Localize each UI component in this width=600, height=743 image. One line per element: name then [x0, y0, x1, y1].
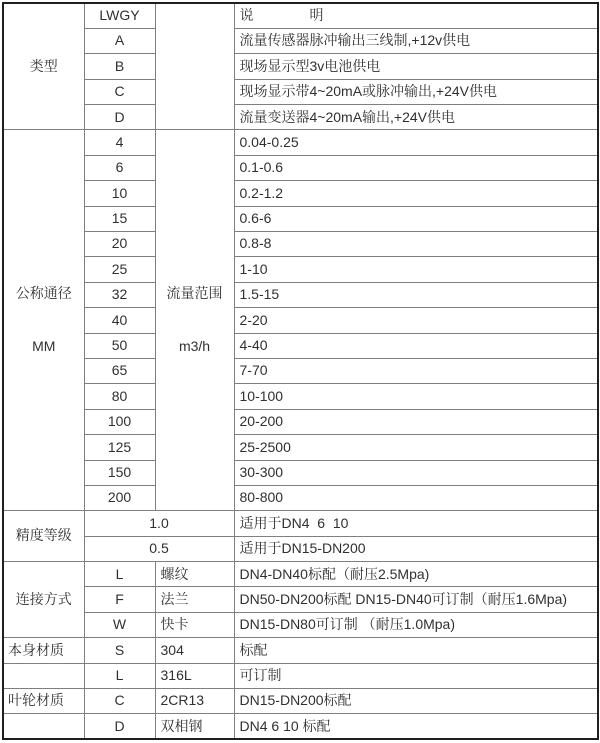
table-row	[3, 663, 598, 688]
body-material-name-cell: 304	[155, 638, 234, 663]
dn-cell: 150	[84, 460, 155, 485]
table-row	[3, 689, 598, 714]
table-row	[3, 714, 598, 739]
connection-desc-cell: DN4-DN40标配（耐压2.5Mpa)	[234, 562, 598, 587]
impeller-material-label-cell	[3, 714, 84, 739]
dn-cell: 20	[84, 232, 155, 257]
flow-range-cell: 2-20	[234, 308, 598, 333]
connection-code-cell: F	[84, 587, 155, 612]
table-row	[3, 155, 598, 180]
table-row	[3, 28, 598, 53]
flow-range-cell: 0.6-6	[234, 206, 598, 231]
accuracy-value-cell: 0.5	[84, 536, 234, 561]
type-code-cell: C	[84, 79, 155, 104]
table-row	[3, 79, 598, 104]
flow-range-label-line2: m3/h	[178, 337, 211, 354]
dn-cell: 125	[84, 435, 155, 460]
impeller-material-code-cell: C	[84, 689, 155, 714]
dn-cell: 65	[84, 358, 155, 383]
flow-range-cell: 0.1-0.6	[234, 155, 598, 180]
table-row	[3, 485, 598, 510]
type-section-label: 类型	[3, 3, 84, 130]
flow-range-cell: 7-70	[234, 358, 598, 383]
table-row	[3, 181, 598, 206]
connection-desc-cell: DN15-DN80可订制 （耐压1.0Mpa)	[234, 612, 598, 637]
flow-range-cell: 1-10	[234, 257, 598, 282]
connection-name-cell: 螺纹	[155, 562, 234, 587]
table-row	[3, 3, 598, 28]
diameter-label-line2: MM	[32, 337, 56, 354]
flow-range-cell: 4-40	[234, 333, 598, 358]
impeller-material-code-cell: L	[84, 663, 155, 688]
impeller-material-desc-cell: DN15-DN200标配	[234, 689, 598, 714]
table-row	[3, 308, 598, 333]
table-row	[3, 638, 598, 663]
flow-range-cell: 1.5-15	[234, 282, 598, 307]
dn-cell: 80	[84, 384, 155, 409]
empty-spacer-cell	[155, 3, 234, 130]
dn-cell: 4	[84, 130, 155, 155]
diameter-section-label	[3, 130, 84, 511]
accuracy-value-cell: 1.0	[84, 511, 234, 536]
impeller-material-name-cell: 2CR13	[155, 689, 234, 714]
table-row	[3, 384, 598, 409]
table-row	[3, 358, 598, 383]
table-row	[3, 282, 598, 307]
type-desc-cell: 现场显示带4~20mA或脉冲输出,+24V供电	[234, 79, 598, 104]
body-material-section-label: 本身材质	[3, 638, 84, 663]
body-material-code-cell: S	[84, 638, 155, 663]
table-row	[3, 562, 598, 587]
table-row	[3, 587, 598, 612]
connection-section-label: 连接方式	[3, 562, 84, 638]
description-header-cell: 说 明	[234, 3, 598, 28]
dn-cell: 15	[84, 206, 155, 231]
connection-code-cell: W	[84, 612, 155, 637]
table-row	[3, 409, 598, 434]
accuracy-desc-cell: 适用于DN4 6 10	[234, 511, 598, 536]
connection-name-cell: 法兰	[155, 587, 234, 612]
flow-range-label-line1: 流量范围	[166, 285, 223, 302]
flow-range-cell: 0.04-0.25	[234, 130, 598, 155]
table-row	[3, 206, 598, 231]
model-header-cell: LWGY	[84, 3, 155, 28]
table-row	[3, 435, 598, 460]
type-code-cell: A	[84, 28, 155, 53]
table-row	[3, 54, 598, 79]
type-desc-cell: 现场显示型3v电池供电	[234, 54, 598, 79]
flow-range-cell: 0.8-8	[234, 232, 598, 257]
table-row	[3, 257, 598, 282]
table-row	[3, 536, 598, 561]
dn-cell: 6	[84, 155, 155, 180]
dn-cell: 200	[84, 485, 155, 510]
dn-cell: 50	[84, 333, 155, 358]
flow-range-label	[155, 130, 234, 511]
type-code-cell: D	[84, 105, 155, 130]
dn-cell: 32	[84, 282, 155, 307]
impeller-material-name-cell: 316L	[155, 663, 234, 688]
diameter-label-line1: 公称通径	[15, 285, 72, 302]
type-desc-cell: 流量传感器脉冲输出三线制,+12v供电	[234, 28, 598, 53]
table-row	[3, 612, 598, 637]
flow-range-cell: 30-300	[234, 460, 598, 485]
flow-range-cell: 25-2500	[234, 435, 598, 460]
table-row	[3, 333, 598, 358]
table-row	[3, 511, 598, 536]
dn-cell: 40	[84, 308, 155, 333]
dn-cell: 100	[84, 409, 155, 434]
table-row	[3, 130, 598, 155]
impeller-material-desc-cell: DN4 6 10 标配	[234, 714, 598, 739]
flow-range-cell: 0.2-1.2	[234, 181, 598, 206]
impeller-material-name-cell: 双相钢	[155, 714, 234, 739]
type-code-cell: B	[84, 54, 155, 79]
connection-desc-cell: DN50-DN200标配 DN15-DN40可订制（耐压1.6Mpa)	[234, 587, 598, 612]
flow-range-cell: 10-100	[234, 384, 598, 409]
flowmeter-spec-table	[2, 2, 599, 740]
dn-cell: 10	[84, 181, 155, 206]
impeller-material-desc-cell: 可订制	[234, 663, 598, 688]
impeller-material-code-cell: D	[84, 714, 155, 739]
flow-range-cell: 80-800	[234, 485, 598, 510]
flow-range-cell: 20-200	[234, 409, 598, 434]
impeller-material-label-cell: 叶轮材质	[3, 689, 84, 714]
connection-code-cell: L	[84, 562, 155, 587]
body-material-desc-cell: 标配	[234, 638, 598, 663]
type-desc-cell: 流量变送器4~20mA输出,+24V供电	[234, 105, 598, 130]
accuracy-section-label: 精度等级	[3, 511, 84, 562]
impeller-material-label-cell	[3, 663, 84, 688]
table-row	[3, 105, 598, 130]
table-row	[3, 232, 598, 257]
connection-name-cell: 快卡	[155, 612, 234, 637]
accuracy-desc-cell: 适用于DN15-DN200	[234, 536, 598, 561]
table-row	[3, 460, 598, 485]
dn-cell: 25	[84, 257, 155, 282]
